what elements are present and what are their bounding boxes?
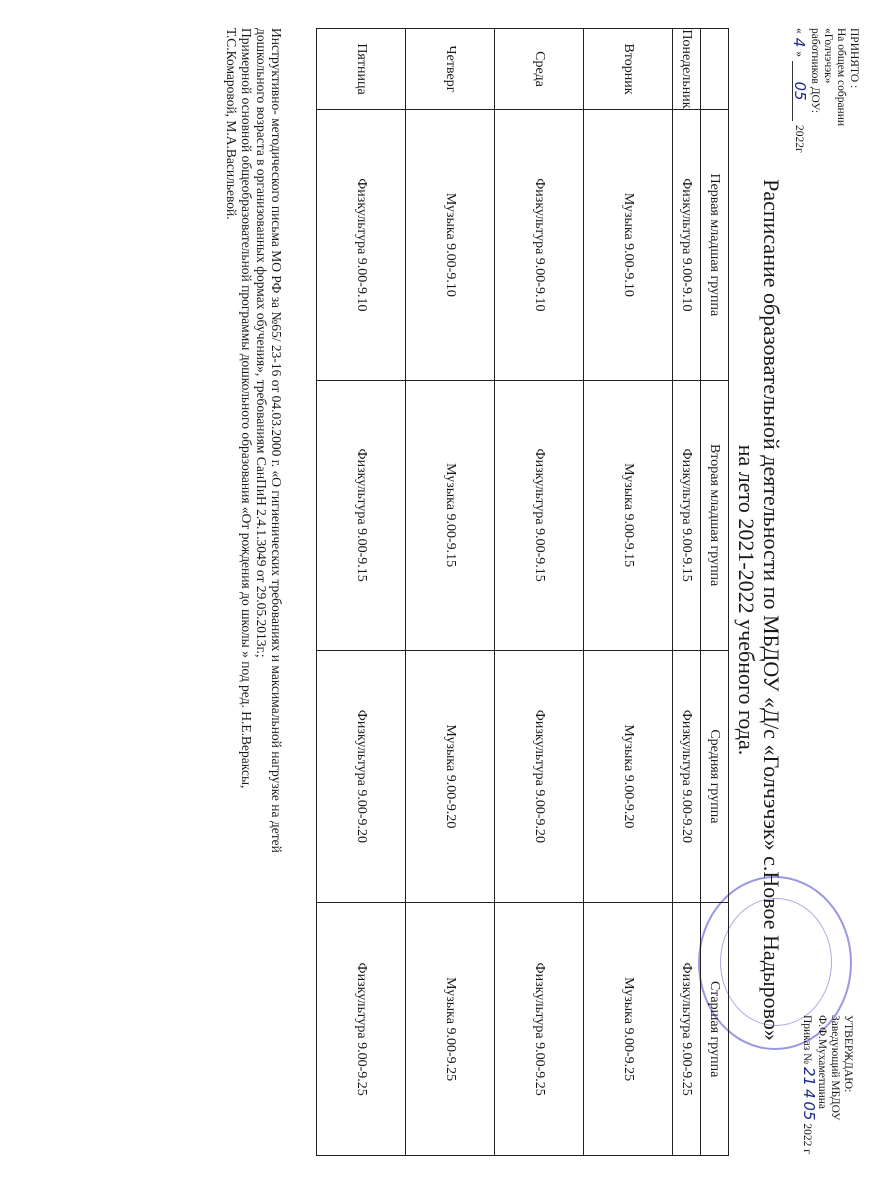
handwritten-order-month: 05	[800, 1101, 818, 1121]
schedule-cell: Музыка 9.00-9.25	[406, 903, 495, 1156]
handwritten-month: 05	[792, 61, 806, 121]
table-row	[317, 29, 406, 1156]
schedule-cell: Физкультура 9.00-9.20	[673, 650, 701, 903]
approval-left-line3: работников ДОУ:	[809, 28, 821, 114]
document-title	[734, 0, 784, 1200]
handwritten-order-number: 21	[800, 1067, 818, 1087]
footnote-line: дошкольного возраста в организованных формах обучения», требованиям СанПиН 2.4.1.3049 от 29.05.2013г.;	[254, 28, 269, 658]
footnote	[224, 28, 284, 1168]
header-cell: Вторая младшая группа	[701, 380, 729, 650]
approval-right-line1: Заведующий МБДОУ	[829, 1015, 841, 1121]
approval-right-line2: Ф.Ф.Мухаметшина	[816, 1015, 828, 1109]
title-line-1: Расписание образовательной деятельности по МБДОУ «Д/с «Голчэчэк» с.Новое Надырово»	[759, 179, 784, 1041]
table-row	[673, 29, 701, 1156]
schedule-cell: Физкультура 9.00-9.25	[673, 903, 701, 1156]
table-row	[406, 29, 495, 1156]
schedule-cell: Музыка 9.00-9.20	[406, 650, 495, 903]
title-line-2: на лето 2021-2022 учебного года.	[734, 444, 759, 756]
approval-left-title: ПРИНЯТО :	[848, 28, 860, 89]
approval-right-year: 2022 г	[801, 1123, 813, 1154]
approval-left-year: 2022г	[793, 125, 805, 153]
quote-close: »	[793, 51, 805, 58]
footnote-line: Примерной основной общеобразовательной программы дошкольного образования «От рождения до школы » под ред. Н.Е.Вераксы,	[239, 28, 254, 789]
schedule-cell: Музыка 9.00-9.15	[406, 380, 495, 650]
schedule-cell: Физкультура 9.00-9.10	[317, 110, 406, 381]
schedule-cell: Физкультура 9.00-9.15	[495, 380, 584, 650]
schedule-cell: Физкультура 9.00-9.10	[673, 110, 701, 381]
header-cell: Средняя группа	[701, 650, 729, 903]
quote-open: «	[793, 28, 805, 34]
approval-block-left	[792, 28, 860, 153]
day-cell: Среда	[495, 29, 584, 110]
header-cell: Первая младшая группа	[701, 110, 729, 381]
header-cell: Старшая группа	[701, 903, 729, 1156]
footnote-line: Т.С.Комаровой, М.А.Васильевой.	[224, 28, 239, 220]
day-cell: Пятница	[317, 29, 406, 110]
table-header-row	[701, 29, 729, 1156]
approval-right-order	[800, 1015, 818, 1154]
schedule-cell: Музыка 9.00-9.15	[584, 380, 673, 650]
schedule-cell: Музыка 9.00-9.10	[584, 110, 673, 381]
approval-left-line1: На общем собрании	[835, 28, 847, 127]
approval-left-line2: «Голчэчэк»	[822, 28, 834, 84]
schedule-cell: Физкультура 9.00-9.20	[317, 650, 406, 903]
schedule-cell: Музыка 9.00-9.10	[406, 110, 495, 381]
day-cell: Вторник	[584, 29, 673, 110]
header-cell	[701, 29, 729, 110]
table-row	[495, 29, 584, 1156]
schedule-cell: Физкультура 9.00-9.25	[317, 903, 406, 1156]
day-cell: Четверг	[406, 29, 495, 110]
schedule-cell: Физкультура 9.00-9.20	[495, 650, 584, 903]
schedule-cell: Физкультура 9.00-9.25	[495, 903, 584, 1156]
schedule-cell: Физкультура 9.00-9.10	[495, 110, 584, 381]
schedule-cell: Физкультура 9.00-9.15	[673, 380, 701, 650]
schedule-cell: Музыка 9.00-9.20	[584, 650, 673, 903]
approval-block-right	[800, 1015, 854, 1154]
footnote-line: Инструктивно- методического письма МО РФ за №65/ 23-16 от 04.03.2000 г. «О гигиенических требованиях и максимальной нагрузке на детей	[269, 28, 284, 853]
schedule-cell: Физкультура 9.00-9.15	[317, 380, 406, 650]
approval-right-title: УТВЕРЖДАЮ:	[842, 1015, 854, 1093]
approval-left-date	[790, 28, 809, 153]
handwritten-order-day: 4	[800, 1088, 818, 1099]
handwritten-day: 4	[790, 37, 808, 48]
table-row	[584, 29, 673, 1156]
schedule-table	[316, 28, 729, 1156]
order-label: Приказ №	[801, 1015, 813, 1067]
day-cell: Понедельник	[673, 29, 701, 110]
schedule-cell: Музыка 9.00-9.25	[584, 903, 673, 1156]
